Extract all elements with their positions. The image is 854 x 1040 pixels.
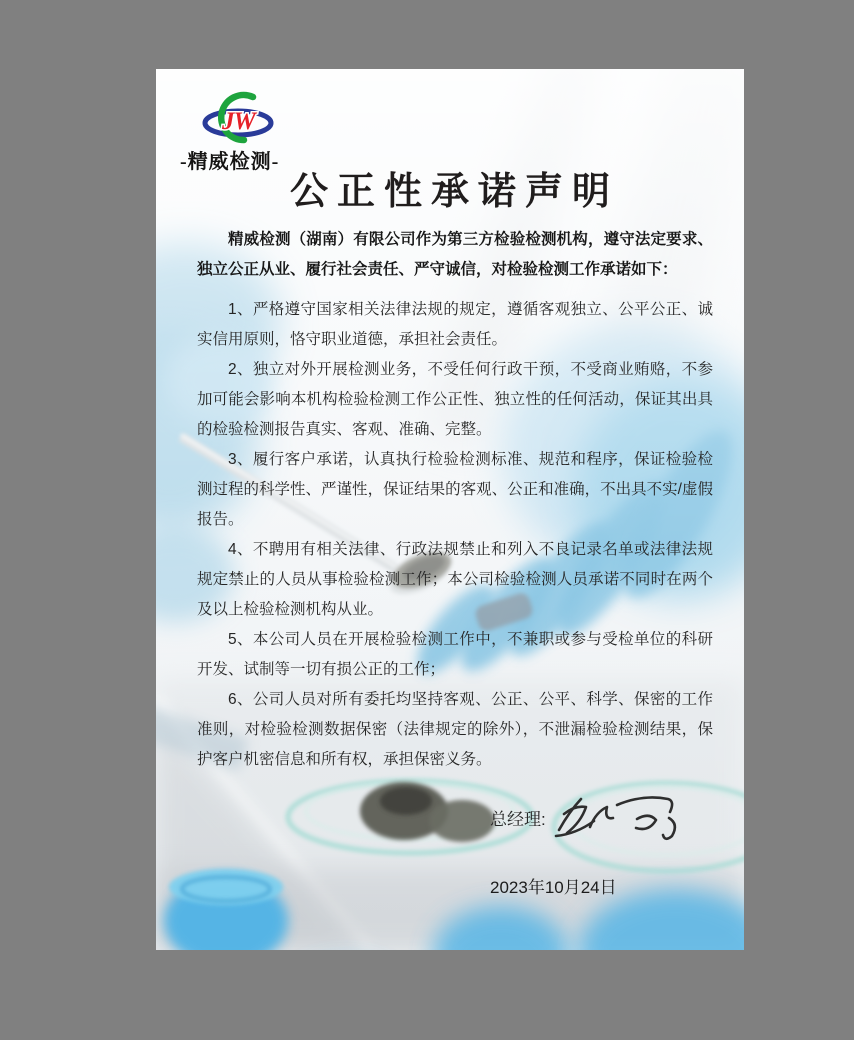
page-title: 公正性承诺声明: [289, 171, 619, 213]
company-logo: [200, 91, 274, 147]
signature-label: 总经理:: [490, 809, 546, 829]
logo-label: -精威检测-: [180, 151, 280, 173]
intro-paragraph: 精威检测（湖南）有限公司作为第三方检验检测机构，遵守法定要求、独立公正从业、履行社会责任、严守诚信，对检验检测工作承诺如下：: [197, 231, 713, 278]
document-page: [156, 69, 744, 950]
commitment-item-3: 3、履行客户承诺，认真执行检验检测标准、规范和程序，保证检验检测过程的科学性、严谨性，保证结果的客观、公正和准确，不出具不实/虚假报告。: [197, 451, 713, 528]
commitment-item-1: 1、严格遵守国家相关法律法规的规定，遵循客观独立、公平公正、诚实信用原则，恪守职业道德，承担社会责任。: [197, 301, 713, 348]
handwritten-signature: [551, 786, 701, 848]
commitment-item-4: 4、不聘用有相关法律、行政法规禁止和列入不良记录名单或法律法规规定禁止的人员从事检验检测工作；本公司检验检测人员承诺不同时在两个及以上检验检测机构从业。: [197, 541, 713, 618]
commitment-item-2: 2、独立对外开展检测业务，不受任何行政干预，不受商业贿赂，不参加可能会影响本机构检验检测工作公正性、独立性的任何活动，保证其出具的检验检测报告真实、客观、准确、完整。: [197, 361, 713, 438]
commitment-item-6: 6、公司人员对所有委托均坚持客观、公正、公平、科学、保密的工作准则，对检验检测数据保密（法律规定的除外），不泄漏检验检测结果，保护客户机密信息和所有权，承担保密义务。: [197, 691, 713, 768]
logo-monogram: JW: [222, 108, 255, 135]
signature-row: [490, 785, 701, 849]
commitment-item-5: 5、本公司人员在开展检验检测工作中，不兼职或参与受检单位的科研开发、试制等一切有损公正的工作；: [197, 631, 713, 678]
statement-body: [197, 225, 713, 775]
date-text: 2023年10月24日: [490, 878, 617, 897]
